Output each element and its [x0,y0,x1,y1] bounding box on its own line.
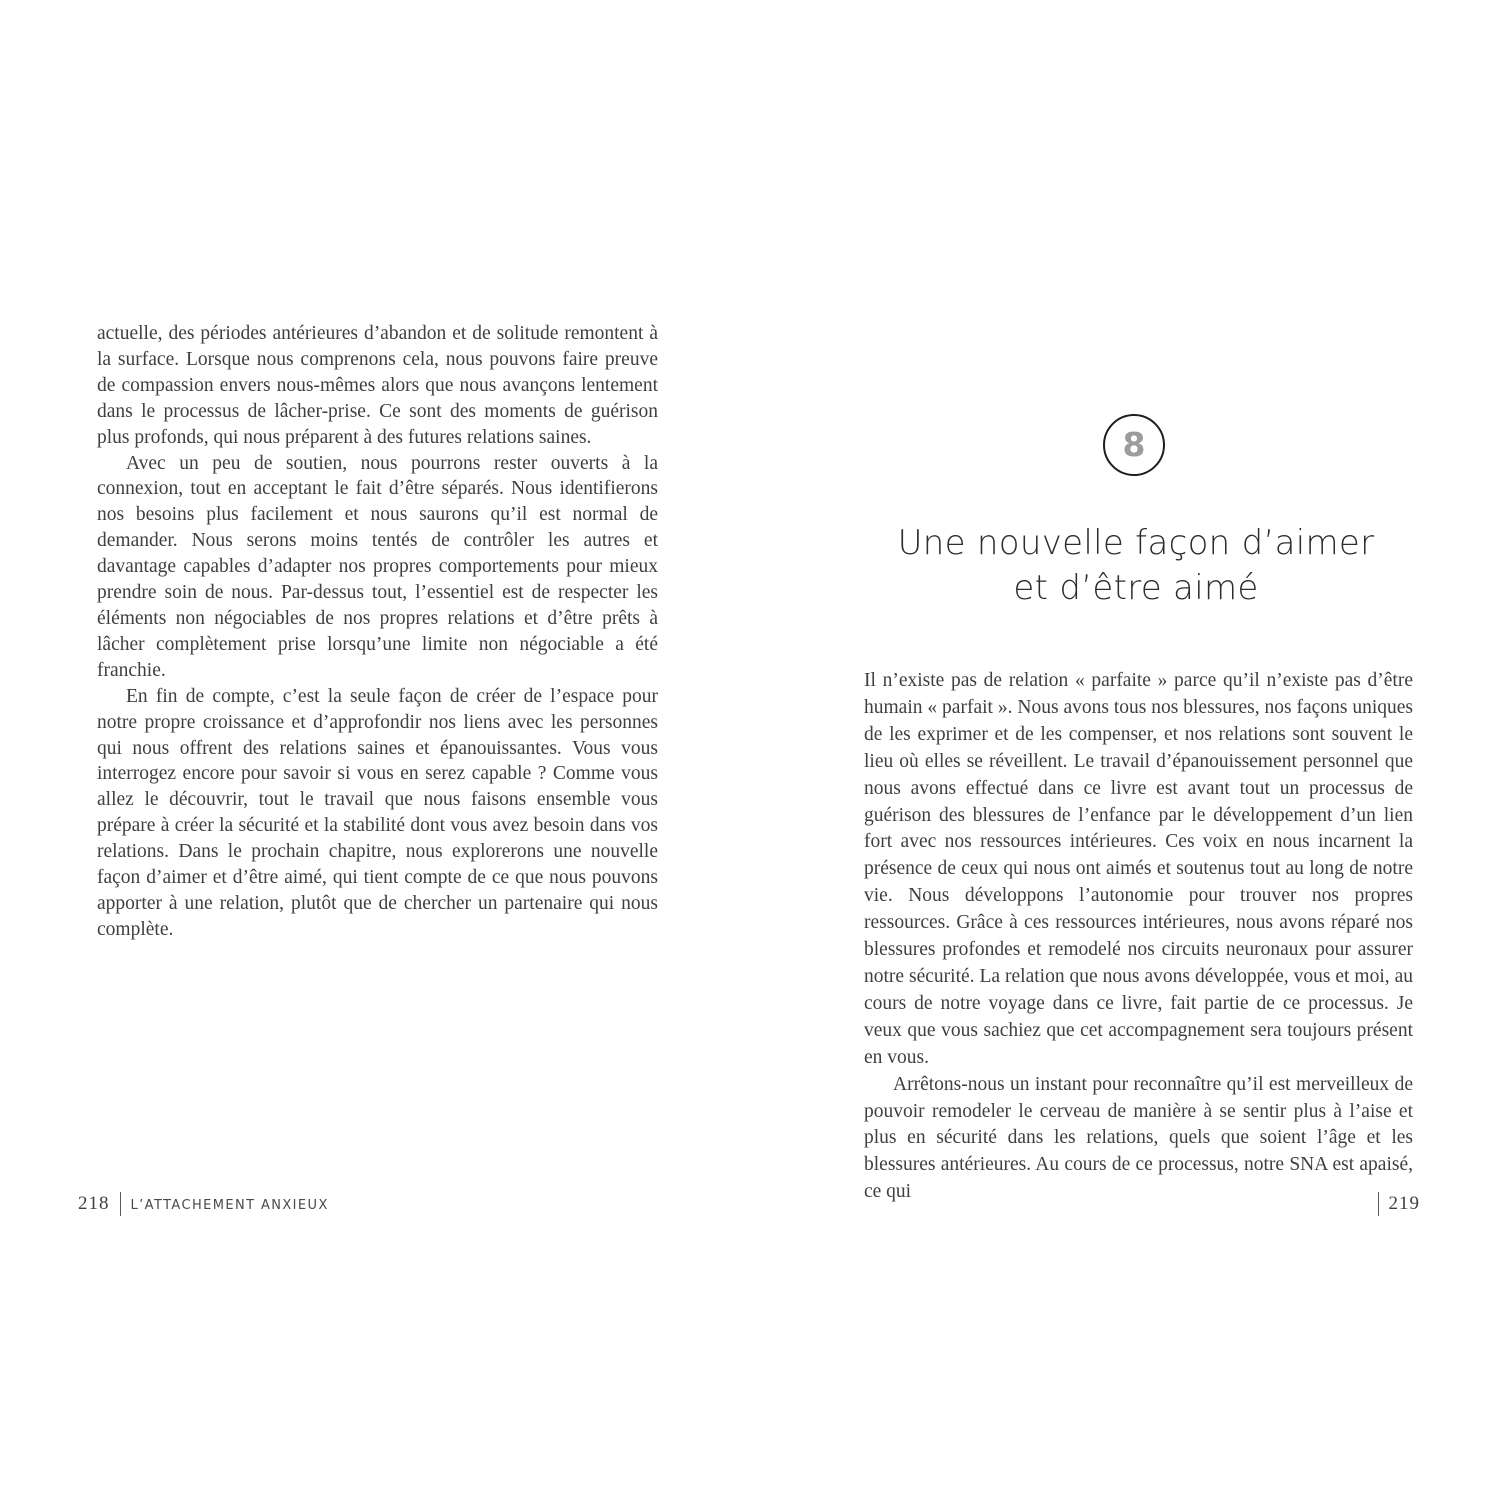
page-number: 218 [78,1193,110,1214]
footer-divider [1378,1192,1379,1216]
paragraph: En fin de compte, c’est la seule façon de créer de l’espace pour notre propre croissance et d’approfondir nos liens avec les personnes qui nous offrent des relations saines et épanouissantes. Vous vous interrogez encore pour savoir si vous en serez capable ? Comme vous allez le découvrir, tout le travail que nous faisons ensemble vous prépare à créer la sécurité et la stabilité dont vous avez besoin dans vos relations. Dans le prochain chapitre, nous explorerons une nouvelle façon d’aimer et d’être aimé, qui tient compte de ce que nous pouvons apporter à une relation, plutôt que de chercher un partenaire qui nous complète. [97,685,658,940]
chapter-number-badge [1103,414,1165,476]
paragraph: Arrêtons-nous un instant pour reconnaître qu’il est merveilleux de pouvoir remodeler le cerveau de manière à se sentir plus à l’aise et plus en sécurité dans les relations, quels que soient l’âge et les blessures antérieures. Au cours de ce processus, notre SNA est apaisé, ce qui [864,1073,1413,1203]
paragraph: actuelle, des périodes antérieures d’abandon et de solitude remontent à la surface. Lorsque nous comprenons cela, nous pouvons faire preuve de compassion envers nous-mêmes alors que nous avançons lentement dans le processus de lâcher-prise. Ce sont des moments de guérison plus profonds, qui nous préparent à des futures relations saines. [97,323,658,448]
page-number: 219 [1388,1193,1420,1214]
chapter-number: 8 [1122,424,1146,464]
chapter-title-line: et d’être aimé [1013,568,1259,608]
chapter-title-line: Une nouvelle façon d’aimer [897,523,1375,563]
chapter-title [856,521,1416,611]
right-page-footer [1378,1192,1421,1216]
right-page-body [864,668,1413,1206]
paragraph: Il n’existe pas de relation « parfaite » parce qu’il n’existe pas d’être humain « parfait ». Nous avons tous nos blessures, nos façons uniques de les exprimer et de les compenser, et nos relations sont souvent le lieu où elles se réveillent. Le travail d’épanouissement personnel que nous avons effectué dans ce livre est avant tout un processus de guérison des blessures de l’enfance par le développement d’un lien fort avec nos ressources intérieures. Ces voix en nous incarnent la présence de ceux qui nous ont aimés et soutenus tout au long de notre vie. Nous développons l’autonomie pour trouver nos propres ressources. Grâce à ces ressources intérieures, nous avons réparé nos blessures profondes et remodelé nos circuits neuronaux pour assurer notre sécurité. La relation que nous avons développée, vous et moi, au cours de notre voyage dans ce livre, fait partie de ce processus. Je veux que vous sachiez que cet accompagnement sera toujours présent en vous. [864,670,1413,1068]
running-head: L’ATTACHEMENT ANXIEUX [130,1197,329,1213]
paragraph: Avec un peu de soutien, nous pourrons rester ouverts à la connexion, tout en acceptant le fait d’être séparés. Nous identifierons nos besoins plus facilement et nous saurons qu’il est normal de demander. Nous serons moins tentés de contrôler les autres et davantage capables d’adapter nos propres comportements pour mieux prendre soin de nous. Par-dessus tout, l’essentiel est de respecter les éléments non négociables de nos propres relations et d’être prêts à lâcher complètement prise lorsqu’une limite non négociable a été franchie. [97,452,658,681]
